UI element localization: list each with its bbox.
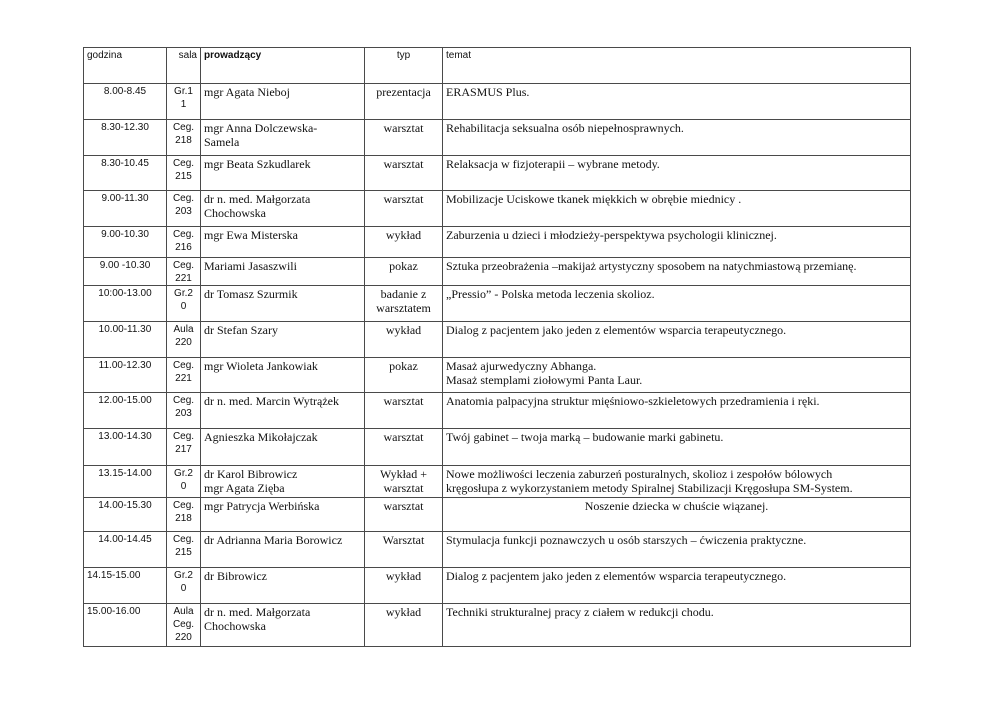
cell-lecturer-line: mgr Agata Nieboj (204, 85, 290, 99)
cell-room (167, 286, 201, 322)
cell-topic-line: Dialog z pacjentem jako jeden z elementów wsparcia terapeutycznego. (446, 323, 787, 337)
cell-time: 12.00-15.00 (84, 393, 167, 429)
schedule-body (84, 84, 911, 647)
cell-topic (443, 498, 911, 532)
cell-room-line: 221 (175, 373, 192, 384)
cell-room (167, 466, 201, 498)
cell-lecturer (201, 286, 365, 322)
cell-room-line: Gr.2 (174, 468, 193, 479)
cell-type (365, 84, 443, 120)
cell-room-line: 218 (175, 135, 192, 146)
cell-type-line: pokaz (389, 359, 418, 373)
cell-room-line: 0 (180, 481, 187, 492)
cell-time: 13.15-14.00 (84, 466, 167, 498)
cell-room-line: Aula (173, 324, 194, 335)
cell-lecturer (201, 393, 365, 429)
cell-topic-line: Masaż ajurwedyczny Abhanga. (446, 359, 597, 373)
cell-room-line: Ceg. (172, 500, 195, 511)
cell-type-line: warsztatem (376, 301, 431, 315)
cell-type-line: wykład (385, 569, 422, 583)
cell-room-line: 216 (175, 242, 192, 253)
cell-room-line: Gr.2 (174, 570, 193, 581)
cell-time: 8.00-8.45 (84, 84, 167, 120)
cell-topic (443, 393, 911, 429)
table-row (84, 393, 911, 429)
cell-room-line: 220 (175, 337, 192, 348)
cell-room (167, 191, 201, 227)
cell-room (167, 393, 201, 429)
cell-topic (443, 429, 911, 466)
cell-lecturer-line: dr Bibrowicz (204, 569, 267, 583)
cell-topic (443, 358, 911, 393)
cell-type (365, 286, 443, 322)
cell-topic-line: Twój gabinet – twoja marką – budowanie marki gabinetu. (446, 430, 724, 444)
cell-time: 10.00-11.30 (84, 322, 167, 358)
table-row (84, 358, 911, 393)
cell-topic-line: Stymulacja funkcji poznawczych u osób starszych – ćwiczenia praktyczne. (446, 533, 807, 547)
cell-topic-line: Sztuka przeobrażenia –makijaż artystyczny sposobem na natychmiastową przemianę. (446, 259, 857, 273)
cell-room-line: Ceg. (172, 229, 195, 240)
table-row (84, 84, 911, 120)
cell-lecturer-line: mgr Ewa Misterska (204, 228, 298, 242)
cell-room-line: 203 (175, 206, 192, 217)
cell-room (167, 498, 201, 532)
cell-topic-line: Mobilizacje Uciskowe tkanek miękkich w obrębie miednicy . (446, 192, 742, 206)
cell-lecturer-line: dr Tomasz Szurmik (204, 287, 298, 301)
cell-lecturer-line: mgr Patrycja Werbińska (204, 499, 320, 513)
cell-topic (443, 84, 911, 120)
cell-type (365, 156, 443, 191)
cell-type-line: badanie z (380, 287, 427, 301)
cell-lecturer (201, 358, 365, 393)
cell-type (365, 358, 443, 393)
cell-topic-line: kręgosłupa z wykorzystaniem metody Spiralnej Stabilizacji Kręgosłupa SM-System. (446, 481, 853, 495)
cell-lecturer-line: mgr Wioleta Jankowiak (204, 359, 318, 373)
cell-topic-line: Techniki strukturalnej pracy z ciałem w redukcji chodu. (446, 605, 714, 619)
cell-lecturer (201, 258, 365, 286)
cell-type-line: warsztat (383, 394, 424, 408)
cell-room-line: Ceg. (172, 122, 195, 133)
cell-type (365, 120, 443, 156)
cell-type-line: warsztat (383, 157, 424, 171)
header-temat: temat (443, 48, 911, 84)
cell-lecturer-line: Chochowska (204, 619, 266, 633)
cell-topic (443, 258, 911, 286)
cell-time: 14.00-15.30 (84, 498, 167, 532)
table-row (84, 604, 911, 647)
cell-room-line: 0 (180, 301, 187, 312)
cell-time: 8.30-12.30 (84, 120, 167, 156)
cell-time: 9.00-10.30 (84, 227, 167, 258)
cell-type (365, 498, 443, 532)
header-sala: sala (167, 48, 201, 84)
cell-type (365, 227, 443, 258)
cell-topic-line: Rehabilitacja seksualna osób niepełnosprawnych. (446, 121, 684, 135)
cell-time: 13.00-14.30 (84, 429, 167, 466)
cell-time: 8.30-10.45 (84, 156, 167, 191)
cell-time: 10:00-13.00 (84, 286, 167, 322)
cell-room (167, 322, 201, 358)
cell-room-line: Ceg. (172, 534, 195, 545)
cell-type-line: wykład (385, 323, 422, 337)
cell-topic-line: Noszenie dziecka w chuście wiązanej. (584, 499, 769, 513)
cell-room-line: Ceg. (172, 619, 195, 630)
cell-type-line: wykład (385, 228, 422, 242)
cell-lecturer-line: dr n. med. Marcin Wytrążek (204, 394, 340, 408)
table-row (84, 322, 911, 358)
cell-room-line: 203 (175, 408, 192, 419)
cell-room-line: Ceg. (172, 158, 195, 169)
cell-type (365, 258, 443, 286)
table-row (84, 191, 911, 227)
cell-lecturer (201, 498, 365, 532)
cell-room (167, 429, 201, 466)
header-row (84, 48, 911, 84)
cell-lecturer (201, 604, 365, 647)
cell-room (167, 227, 201, 258)
cell-room (167, 532, 201, 568)
cell-lecturer (201, 191, 365, 227)
cell-room-line: 215 (175, 171, 192, 182)
cell-time: 15.00-16.00 (84, 604, 167, 647)
cell-room-line: Ceg. (172, 193, 195, 204)
cell-lecturer-line: Agnieszka Mikołajczak (204, 430, 318, 444)
cell-time: 9.00 -10.30 (84, 258, 167, 286)
cell-lecturer-line: dr Stefan Szary (204, 323, 278, 337)
cell-room (167, 358, 201, 393)
cell-type (365, 466, 443, 498)
cell-lecturer (201, 532, 365, 568)
cell-type (365, 568, 443, 604)
cell-topic-line: Nowe możliwości leczenia zaburzeń posturalnych, skolioz i zespołów bólowych (446, 467, 833, 481)
cell-room (167, 604, 201, 647)
cell-room-line: Ceg. (172, 431, 195, 442)
cell-topic (443, 568, 911, 604)
cell-time: 9.00-11.30 (84, 191, 167, 227)
cell-topic-line: Dialog z pacjentem jako jeden z elementów wsparcia terapeutycznego. (446, 569, 787, 583)
cell-room (167, 258, 201, 286)
table-row (84, 286, 911, 322)
cell-lecturer (201, 156, 365, 191)
cell-lecturer-line: dr n. med. Małgorzata (204, 605, 311, 619)
cell-lecturer-line: mgr Agata Zięba (204, 481, 285, 495)
cell-topic (443, 532, 911, 568)
table-row (84, 258, 911, 286)
cell-topic-line: „Pressio” - Polska metoda leczenia skolioz. (446, 287, 655, 301)
cell-topic (443, 286, 911, 322)
cell-lecturer (201, 568, 365, 604)
cell-lecturer (201, 429, 365, 466)
header-typ: typ (365, 48, 443, 84)
table-row (84, 429, 911, 466)
cell-topic-line: Masaż stemplami ziołowymi Panta Laur. (446, 373, 643, 387)
cell-room (167, 156, 201, 191)
cell-room-line: 1 (180, 99, 187, 110)
cell-room-line: Ceg. (172, 395, 195, 406)
table-row (84, 568, 911, 604)
table-row (84, 466, 911, 498)
cell-type-line: warsztat (383, 499, 424, 513)
cell-room (167, 120, 201, 156)
cell-topic (443, 227, 911, 258)
cell-time: 14.15-15.00 (84, 568, 167, 604)
cell-room-line: 0 (180, 583, 187, 594)
cell-lecturer-line: Samela (204, 135, 240, 149)
cell-type-line: Warsztat (382, 533, 425, 547)
cell-lecturer-line: dr Karol Bibrowicz (204, 467, 298, 481)
cell-lecturer-line: Mariami Jasaszwili (204, 259, 297, 273)
cell-lecturer (201, 227, 365, 258)
cell-topic-line: Zaburzenia u dzieci i młodzieży-perspektywa psychologii klinicznej. (446, 228, 777, 242)
cell-type (365, 393, 443, 429)
cell-lecturer-line: Chochowska (204, 206, 266, 220)
cell-lecturer-line: mgr Anna Dolczewska- (204, 121, 318, 135)
cell-topic-line: Relaksacja w fizjoterapii – wybrane metody. (446, 157, 660, 171)
cell-room-line: Gr.2 (174, 288, 193, 299)
header-prowadzacy: prowadzący (201, 48, 365, 84)
cell-type (365, 604, 443, 647)
cell-topic-line: ERASMUS Plus. (446, 85, 530, 99)
cell-type-line: warsztat (383, 192, 424, 206)
cell-room-line: Ceg. (172, 360, 195, 371)
cell-topic (443, 604, 911, 647)
cell-type-line: pokaz (389, 259, 418, 273)
cell-lecturer (201, 466, 365, 498)
cell-room-line: Aula (173, 606, 194, 617)
cell-type-line: prezentacja (376, 85, 431, 99)
cell-room-line: 220 (175, 632, 192, 643)
cell-topic (443, 191, 911, 227)
cell-time: 11.00-12.30 (84, 358, 167, 393)
cell-room-line: Gr.1 (174, 86, 193, 97)
schedule-table (83, 47, 911, 647)
cell-time: 14.00-14.45 (84, 532, 167, 568)
cell-room-line: 217 (175, 444, 192, 455)
cell-topic (443, 322, 911, 358)
cell-lecturer-line: dr n. med. Małgorzata (204, 192, 311, 206)
cell-topic (443, 466, 911, 498)
cell-topic (443, 156, 911, 191)
cell-type (365, 429, 443, 466)
table-row (84, 532, 911, 568)
cell-type-line: warsztat (383, 121, 424, 135)
table-row (84, 227, 911, 258)
cell-room (167, 568, 201, 604)
cell-room (167, 84, 201, 120)
cell-topic (443, 120, 911, 156)
cell-lecturer (201, 84, 365, 120)
cell-type (365, 322, 443, 358)
cell-lecturer-line: dr Adrianna Maria Borowicz (204, 533, 343, 547)
table-row (84, 156, 911, 191)
cell-room-line: 218 (175, 513, 192, 524)
cell-room-line: 215 (175, 547, 192, 558)
cell-type-line: warsztat (383, 481, 424, 495)
cell-lecturer (201, 120, 365, 156)
cell-type-line: wykład (385, 605, 422, 619)
header-godzina: godzina (84, 48, 167, 84)
cell-type-line: warsztat (383, 430, 424, 444)
cell-type-line: Wykład + (379, 467, 428, 481)
table-row (84, 120, 911, 156)
cell-room-line: Ceg. (172, 260, 195, 271)
cell-lecturer-line: mgr Beata Szkudlarek (204, 157, 311, 171)
table-row (84, 498, 911, 532)
cell-type (365, 532, 443, 568)
cell-type (365, 191, 443, 227)
cell-lecturer (201, 322, 365, 358)
cell-room-line: 221 (175, 273, 192, 284)
cell-topic-line: Anatomia palpacyjna struktur mięśniowo-szkieletowych przedramienia i ręki. (446, 394, 820, 408)
